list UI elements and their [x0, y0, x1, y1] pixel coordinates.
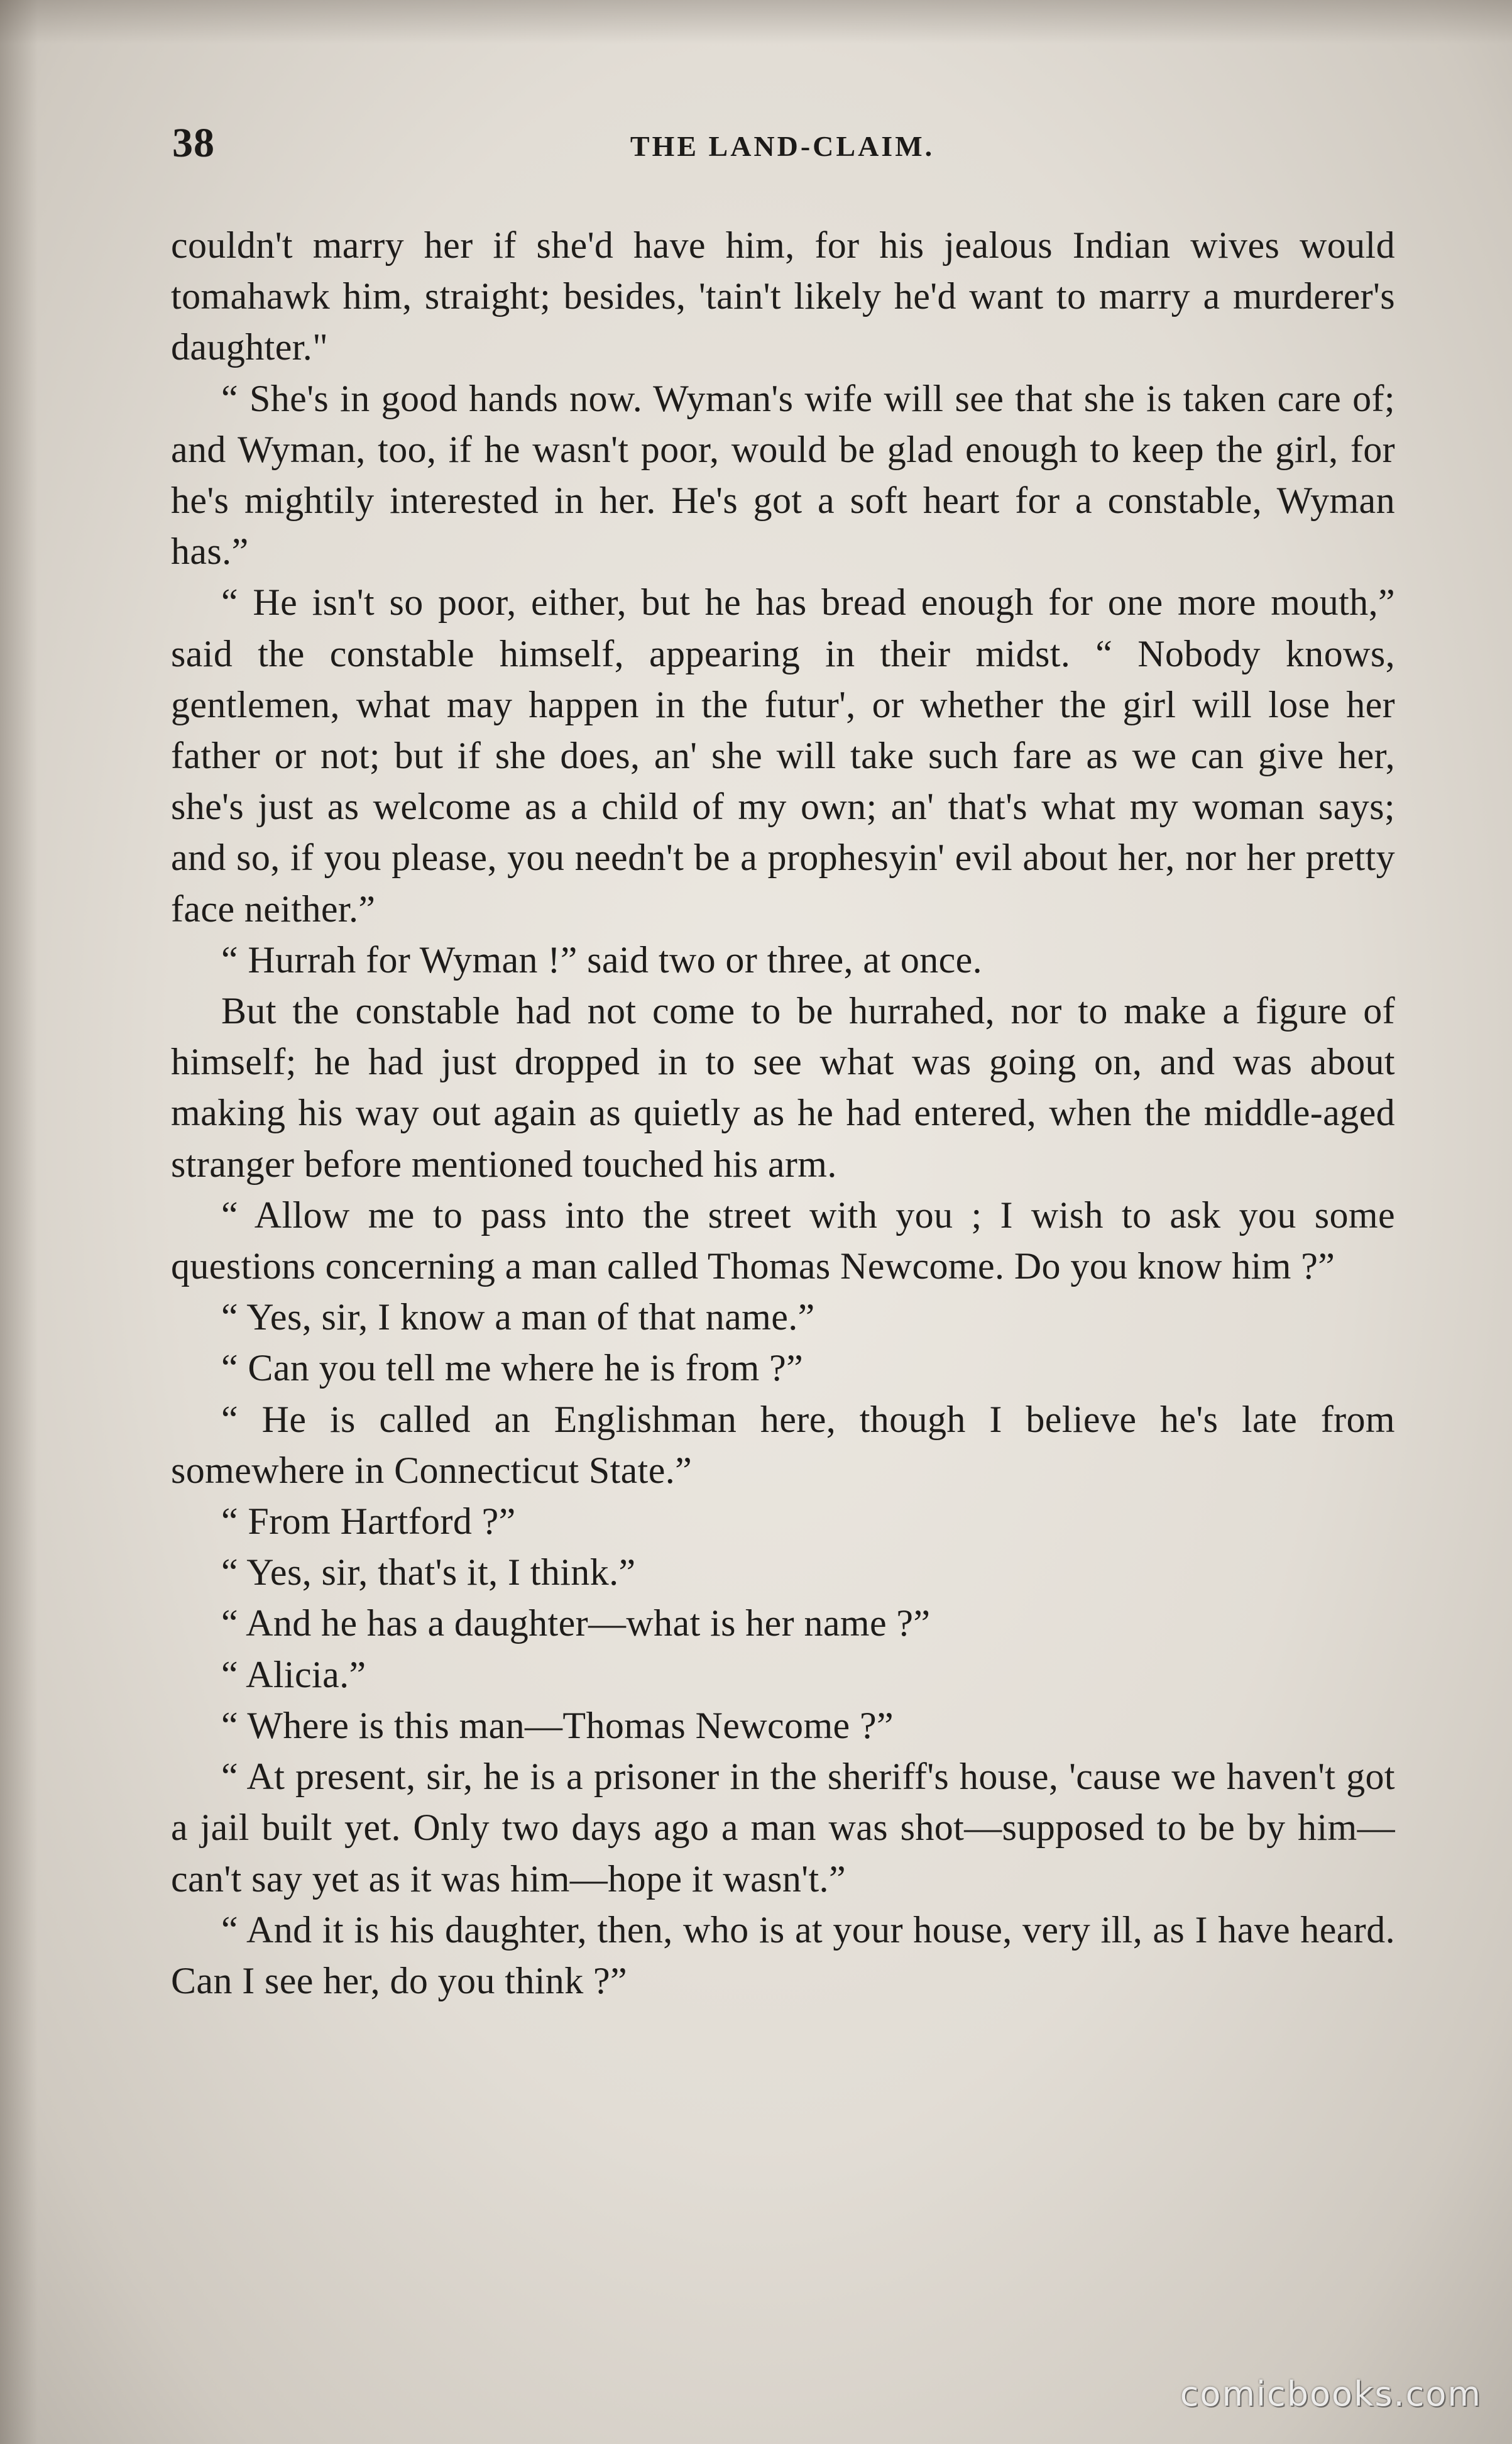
paragraph: “ Yes, sir, I know a man of that name.” [221, 1296, 815, 1338]
paragraph: couldn't marry her if she'd have him, for his jealous Indian wives would tomahawk him, straight; besides, 'tain't likely he'd want to marry a murderer's daughter." [171, 224, 1395, 368]
paragraph: “ At present, sir, he is a prisoner in the sheriff's house, 'cause we haven't got a jail built yet. Only two days ago a man was shot—supposed to be by him—can't say yet as it was him—hope it wasn't.” [171, 1756, 1395, 1900]
paragraph: “ Yes, sir, that's it, I think.” [221, 1551, 636, 1594]
page-edge-shadow-left [0, 0, 38, 2444]
paragraph: “ She's in good hands now. Wyman's wife will see that she is taken care of; and Wyman, too, if he wasn't poor, would be glad enough to keep the girl, for he's mightily interested in her. He's got a soft heart for a constable, Wyman has.” [171, 377, 1395, 573]
paragraph: “ He isn't so poor, either, but he has bread enough for one more mouth,” said the constable himself, appearing in their midst. “ Nobody knows, gentlemen, what may happen in the futur', or whether the girl will lose her father or not; but if she does, an' she will take such fare as we can give her, she's just as welcome as a child of my own; an' that's what my woman says; and so, if you please, you needn't be a prophesyin' evil about her, nor her pretty face neither.” [171, 581, 1395, 930]
paragraph: “ He is called an Englishman here, though I believe he's late from somewhere in Connecticut State.” [171, 1398, 1395, 1491]
body-text [171, 220, 1395, 2006]
running-title: THE LAND-CLAIM. [630, 130, 935, 162]
page-header [170, 119, 1395, 176]
paragraph: “ And he has a daughter—what is her name ?” [221, 1602, 931, 1644]
paragraph: But the constable had not come to be hurrahed, nor to make a figure of himself; he had just dropped in to see what was going on, and was about making his way out again as quietly as he had entered, when the middle-aged stranger before mentioned touched his arm. [171, 990, 1395, 1185]
page-number: 38 [172, 120, 215, 166]
paragraph: “ From Hartford ?” [221, 1500, 516, 1543]
paragraph: “ Can you tell me where he is from ?” [221, 1347, 804, 1389]
paragraph: “ Alicia.” [221, 1653, 366, 1695]
page-edge-shadow-top [0, 0, 1512, 44]
paragraph: “ And it is his daughter, then, who is at your house, very ill, as I have heard. Can I see her, do you think ?” [171, 1908, 1395, 2001]
paragraph: “ Where is this man—Thomas Newcome ?” [221, 1704, 894, 1746]
paragraph: “ Hurrah for Wyman !” said two or three, at once. [221, 939, 983, 981]
watermark-logo: comicbooks.com [1180, 2374, 1482, 2414]
paragraph: “ Allow me to pass into the street with you ; I wish to ask you some questions concerning a man called Thomas Newcome. Do you know him ?” [171, 1194, 1395, 1287]
